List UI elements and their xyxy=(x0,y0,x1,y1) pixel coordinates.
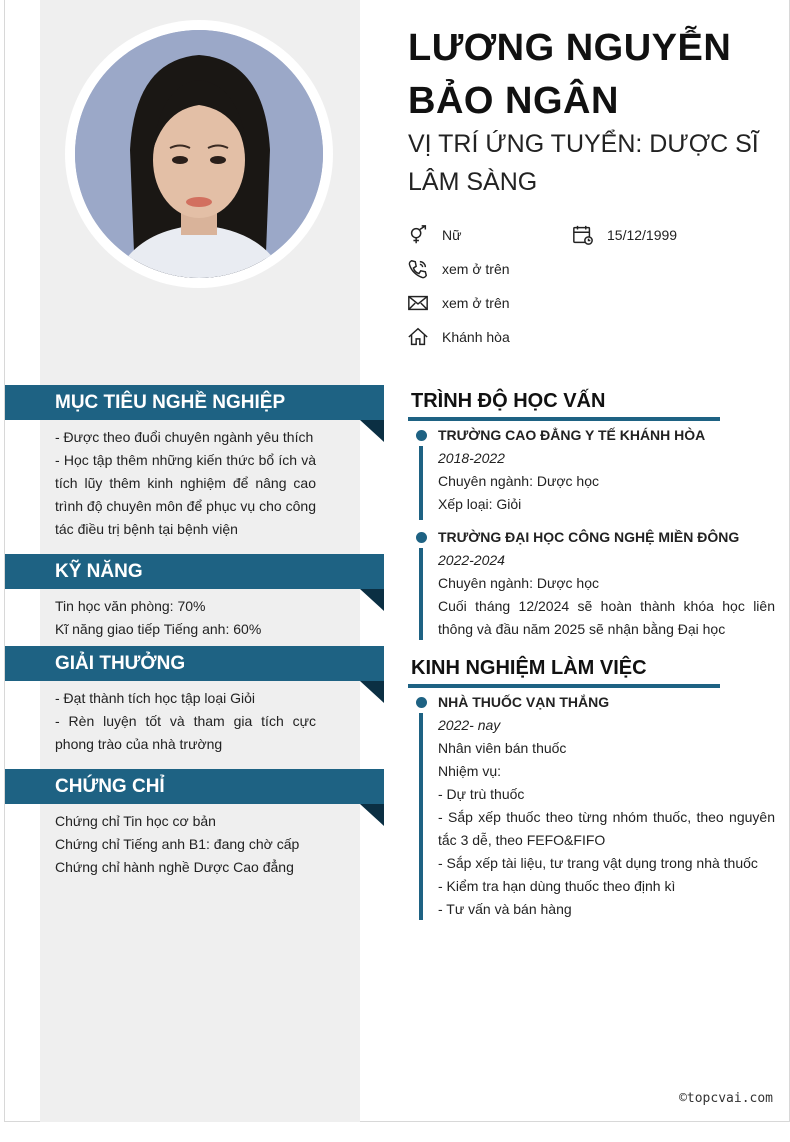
education-item xyxy=(438,424,775,516)
experience-detail: - Tư vấn và bán hàng xyxy=(438,901,572,917)
education-detail: Cuối tháng 12/2024 sẽ hoàn thành khóa học liên thông và đầu năm 2025 sẽ nhận bằng Đại học xyxy=(438,598,775,637)
gender-row xyxy=(407,224,461,246)
education-heading: TRÌNH ĐỘ HỌC VẤN xyxy=(411,390,606,412)
email-row xyxy=(407,292,510,314)
experience-heading: KINH NGHIỆM LÀM VIỆC xyxy=(411,657,647,679)
name-line-2: BẢO NGÂN xyxy=(408,80,619,122)
job-period: 2022- nay xyxy=(438,717,501,733)
home-icon xyxy=(407,326,429,348)
timeline-line xyxy=(419,713,423,920)
certificates-text xyxy=(55,810,316,879)
address-row xyxy=(407,326,510,348)
school-name: TRƯỜNG CAO ĐẲNG Y TẾ KHÁNH HÒA xyxy=(438,427,706,443)
watermark: ©topcvai.com xyxy=(679,1091,773,1106)
education-detail: Chuyên ngành: Dược học xyxy=(438,473,599,489)
awards-heading: GIẢI THƯỞNG xyxy=(5,646,384,681)
email-value: xem ở trên xyxy=(442,295,510,311)
skill-line: Tin học văn phòng: 70% xyxy=(55,598,206,614)
ribbon-fold xyxy=(360,589,384,611)
skills-text xyxy=(55,595,316,641)
experience-detail: Nhân viên bán thuốc xyxy=(438,740,567,756)
gender-value: Nữ xyxy=(442,227,462,243)
ribbon-fold xyxy=(360,804,384,826)
position-line-1: VỊ TRÍ ỨNG TUYỂN: DƯỢC SĨ xyxy=(408,130,759,158)
phone-value: xem ở trên xyxy=(442,261,510,277)
timeline-line xyxy=(419,548,423,640)
name-line-1: LƯƠNG NGUYỄN xyxy=(408,27,732,69)
objective-line: - Được theo đuổi chuyên ngành yêu thích xyxy=(55,429,314,445)
objective-line: - Học tập thêm những kiến thức bổ ích và tích lũy thêm kinh nghiệm để nâng cao trình độ chuyên môn để phục vụ cho công tác điều trị bệnh tại bệnh viện xyxy=(55,452,316,537)
timeline-bullet xyxy=(416,532,427,543)
ribbon-fold xyxy=(360,681,384,703)
objective-heading: MỤC TIÊU NGHỀ NGHIỆP xyxy=(5,385,384,420)
timeline-line xyxy=(419,446,423,520)
position-line-2: LÂM SÀNG xyxy=(408,168,538,196)
birthday-value: 15/12/1999 xyxy=(607,227,678,243)
experience-detail: - Dự trù thuốc xyxy=(438,786,525,802)
company-name: NHÀ THUỐC VẠN THẮNG xyxy=(438,694,610,710)
education-detail: Xếp loại: Giỏi xyxy=(438,496,522,512)
school-period: 2022-2024 xyxy=(438,552,505,568)
avatar xyxy=(75,30,323,278)
experience-detail: - Kiểm tra hạn dùng thuốc theo định kì xyxy=(438,878,676,894)
address-value: Khánh hòa xyxy=(442,329,510,345)
school-period: 2018-2022 xyxy=(438,450,505,466)
experience-item xyxy=(438,691,775,921)
phone-row xyxy=(407,258,510,280)
award-line: - Đạt thành tích học tập loại Giỏi xyxy=(55,690,255,706)
timeline-bullet xyxy=(416,697,427,708)
award-line: - Rèn luyện tốt và tham gia tích cực phong trào của nhà trường xyxy=(55,713,316,752)
certificates-heading: CHỨNG CHỈ xyxy=(5,769,384,804)
education-underline xyxy=(408,417,720,421)
job-position xyxy=(408,125,778,201)
experience-detail: - Sắp xếp thuốc theo từng nhóm thuốc, theo nguyên tắc 3 dễ, theo FEFO&FIFO xyxy=(438,809,775,848)
birthday-row xyxy=(572,224,677,246)
experience-detail: - Sắp xếp tài liệu, tư trang vật dụng trong nhà thuốc xyxy=(438,855,758,871)
certificate-line: Chứng chỉ Tin học cơ bản xyxy=(55,813,216,829)
education-detail: Chuyên ngành: Dược học xyxy=(438,575,599,591)
calendar-icon xyxy=(572,224,594,246)
school-name: TRƯỜNG ĐẠI HỌC CÔNG NGHỆ MIỀN ĐÔNG xyxy=(438,529,740,545)
awards-text xyxy=(55,687,316,756)
skills-heading: KỸ NĂNG xyxy=(5,554,384,589)
timeline-bullet xyxy=(416,430,427,441)
phone-icon xyxy=(407,258,429,280)
gender-icon xyxy=(407,224,429,246)
experience-detail: Nhiệm vụ: xyxy=(438,763,502,779)
certificate-line: Chứng chỉ hành nghề Dược Cao đẳng xyxy=(55,859,294,875)
skill-line: Kĩ năng giao tiếp Tiếng anh: 60% xyxy=(55,621,262,637)
objective-text xyxy=(55,426,316,541)
certificate-line: Chứng chỉ Tiếng anh B1: đang chờ cấp xyxy=(55,836,300,852)
experience-underline xyxy=(408,684,720,688)
full-name xyxy=(408,22,778,128)
education-item xyxy=(438,526,775,641)
ribbon-fold xyxy=(360,420,384,442)
mail-icon xyxy=(407,292,429,314)
avatar-portrait xyxy=(75,30,323,278)
